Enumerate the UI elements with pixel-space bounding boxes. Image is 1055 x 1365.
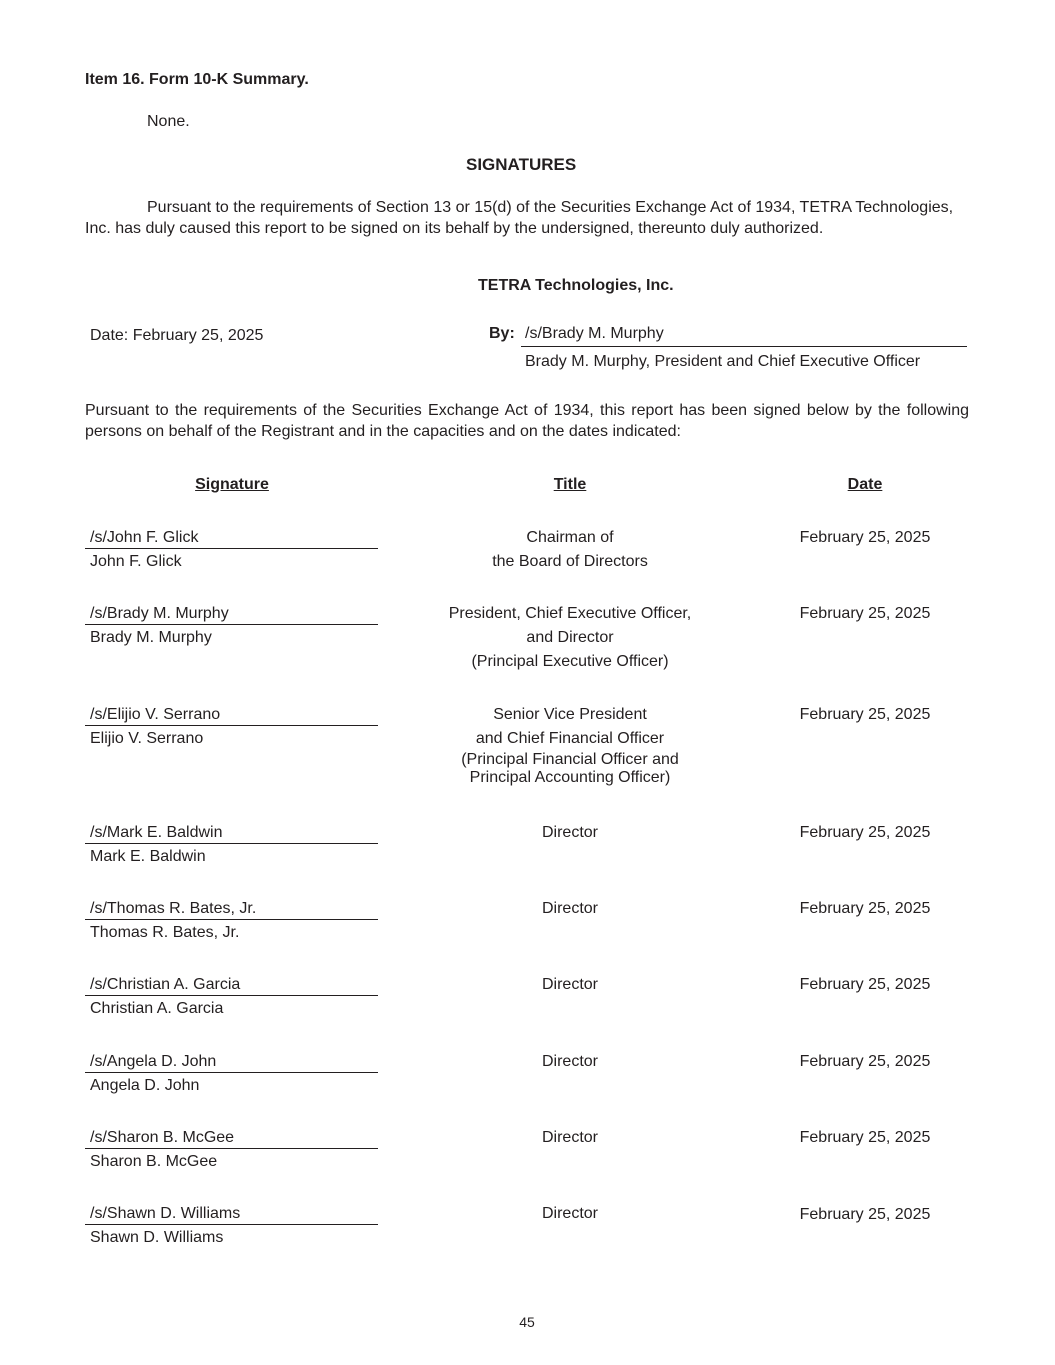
item-heading: Item 16. Form 10-K Summary. [85, 71, 309, 88]
signer-date: February 25, 2025 [799, 1206, 931, 1223]
page-number: 45 [519, 1314, 535, 1330]
signature-line [85, 1148, 378, 1149]
signer-date: February 25, 2025 [799, 976, 931, 993]
signature-text: /s/Thomas R. Bates, Jr. [90, 900, 257, 917]
signer-title [492, 526, 648, 574]
signature-line [85, 919, 378, 920]
title-line: (Principal Executive Officer) [471, 653, 669, 670]
signer-name: Elijio V. Serrano [90, 730, 204, 747]
column-header-date: Date [847, 476, 883, 493]
item-body: None. [147, 113, 190, 130]
company-name: TETRA Technologies, Inc. [478, 277, 674, 294]
title-line: Director [541, 824, 599, 841]
title-line: Director [541, 976, 599, 993]
title-line: Senior Vice President [493, 706, 647, 723]
signer-date: February 25, 2025 [799, 824, 931, 841]
by-label: By: [489, 325, 515, 342]
signer-title [542, 1050, 598, 1074]
signer-date: February 25, 2025 [799, 529, 931, 546]
signer-name: John F. Glick [90, 553, 182, 570]
signer-name: Christian A. Garcia [90, 1000, 224, 1017]
signer-name: Shawn D. Williams [90, 1229, 224, 1246]
signer-date: February 25, 2025 [799, 900, 931, 917]
signature-text: /s/Shawn D. Williams [90, 1205, 241, 1222]
signer-date: February 25, 2025 [799, 1053, 931, 1070]
title-line: Director [541, 1053, 599, 1070]
signature-text: /s/Christian A. Garcia [90, 976, 241, 993]
signer-name: Thomas R. Bates, Jr. [90, 924, 240, 941]
signature-text: /s/Angela D. John [90, 1053, 217, 1070]
title-line: Director [541, 1129, 599, 1146]
signer-date: February 25, 2025 [799, 706, 931, 723]
by-signature: /s/Brady M. Murphy [525, 325, 664, 342]
signature-line [85, 995, 378, 996]
signer-date: February 25, 2025 [799, 1129, 931, 1146]
signer-date: February 25, 2025 [799, 605, 931, 622]
signer-title [542, 1126, 598, 1150]
signature-line [85, 1224, 378, 1225]
signer-name: Mark E. Baldwin [90, 848, 206, 865]
by-name-title: Brady M. Murphy, President and Chief Executive Officer [525, 353, 921, 370]
signature-text: /s/Brady M. Murphy [90, 605, 229, 622]
title-line: President, Chief Executive Officer, [448, 605, 692, 622]
signer-title [542, 897, 598, 921]
signer-title [449, 602, 691, 674]
column-header-title: Title [553, 476, 587, 493]
signer-name: Sharon B. McGee [90, 1153, 218, 1170]
title-line: Principal Accounting Officer) [469, 769, 671, 786]
signature-text: /s/John F. Glick [90, 529, 199, 546]
signature-line [85, 725, 378, 726]
signer-name: Angela D. John [90, 1077, 200, 1094]
signature-line [85, 548, 378, 549]
intro-paragraph: Pursuant to the requirements of Section 13 or 15(d) of the Securities Exchange Act of 1934, TETRA Technologies, Inc. has duly caused this report to be signed on its behalf by the undersigned, thereunto duly authorized. [85, 199, 954, 237]
signer-title [542, 821, 598, 845]
signer-title [461, 703, 679, 787]
second-paragraph: Pursuant to the requirements of the Securities Exchange Act of 1934, this report has been signed below by the following persons on behalf of the Registrant and in the capacities and on the dates indicated: [85, 402, 969, 440]
signature-line [85, 843, 378, 844]
signature-text: /s/Sharon B. McGee [90, 1129, 235, 1146]
signer-title [542, 1202, 598, 1226]
title-line: Chairman of [526, 529, 614, 546]
by-signature-line [521, 346, 967, 347]
signature-line [85, 1072, 378, 1073]
signature-text: /s/Elijio V. Serrano [90, 706, 221, 723]
title-line: and Chief Financial Officer [475, 730, 665, 747]
column-header-signature: Signature [195, 476, 269, 493]
signature-text: /s/Mark E. Baldwin [90, 824, 223, 841]
title-line: (Principal Financial Officer and [461, 751, 679, 768]
title-line: Director [541, 900, 599, 917]
signatures-heading: SIGNATURES [466, 155, 577, 174]
date-line: Date: February 25, 2025 [90, 327, 264, 344]
title-line: Director [541, 1205, 599, 1222]
title-line: the Board of Directors [492, 553, 648, 570]
signer-name: Brady M. Murphy [90, 629, 212, 646]
title-line: and Director [526, 629, 614, 646]
signer-title [542, 973, 598, 997]
signature-line [85, 624, 378, 625]
